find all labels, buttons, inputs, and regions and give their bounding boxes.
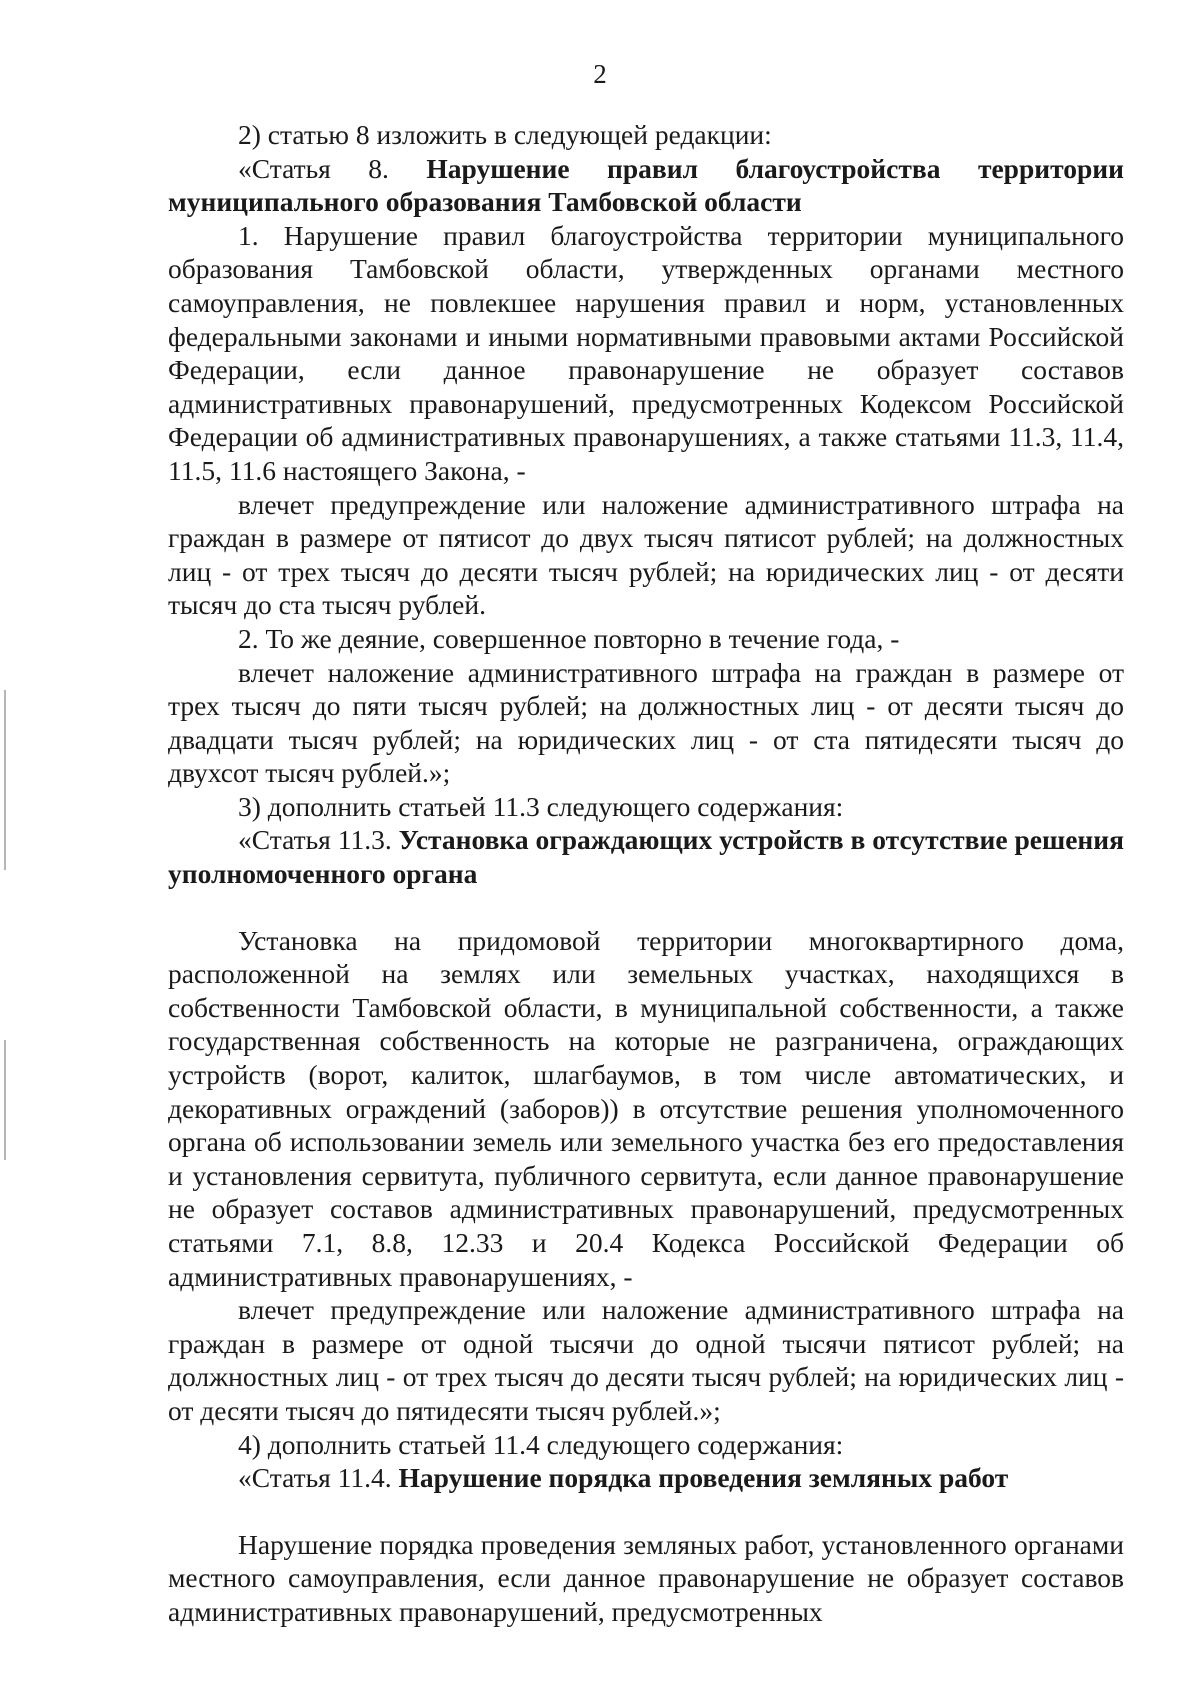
article-11-4-heading [168,1461,1124,1495]
article-11-4-prefix: «Статья 11.4. [238,1462,399,1494]
article-11-3-text: Установка на придомовой территории многоквартирного дома, расположенной на землях или земельных участках, находящихся в собственности Тамбовской области, в муниципальной собственности, а также государственная собственность на которые не разграничена, ограждающих устройств (ворот, калиток, шлагбаумов, в том числе автоматических, и декоративных ограждений (заборов)) в отсутствие решения уполномоченного органа об использовании земель или земельного участка без его предоставления и установления сервитута, публичного сервитута, если данное правонарушение не образует составов административных правонарушений, предусмотренных статьями 7.1, 8.8, 12.33 и 20.4 Кодекса Российской Федерации об административных правонарушениях, - [168,924,1124,1292]
article-8-heading [168,152,1124,219]
article-11-3-title: Установка ограждающих устройств в отсутствие решения уполномоченного органа [168,824,1125,890]
scan-edge-mark [4,690,6,870]
article-8-title: Нарушение правил благоустройства территории муниципального образования Тамбовской области [168,152,1124,218]
article-11-4-text: Нарушение порядка проведения земляных работ, установленного органами местного самоуправления, если данное правонарушение не образует составов административных правонарушений, предусмотренных [168,1528,1124,1627]
item-4-intro: 4) дополнить статьей 11.4 следующего содержания: [238,1428,844,1460]
article-8-part-2-sanction: влечет наложение административного штрафа на граждан в размере от трех тысяч до пяти тысяч рублей; на должностных лиц - от десяти тысяч до двадцати тысяч рублей; на юридических лиц - от ста пятидесяти тысяч до двухсот тысяч рублей.»; [168,656,1124,789]
spacer [168,891,1124,924]
article-11-3-sanction: влечет предупреждение или наложение административного штрафа на граждан в размере от одной тысячи до одной тысячи пятисот рублей; на должностных лиц - от трех тысяч до десяти тысяч рублей; на юридических лиц - от десяти тысяч до пятидесяти тысяч рублей.»; [168,1294,1124,1426]
article-8-part-1: 1. Нарушение правил благоустройства территории муниципального образования Тамбовской области, утвержденных органами местного самоуправления, не повлекшее нарушения правил и норм, установленных федеральными законами и иными нормативными правовыми актами Российской Федерации, если данное правонарушение не образует составов административных правонарушений, предусмотренных Кодексом Российской Федерации об административных правонарушениях, а также статьями 11.3, 11.4, 11.5, 11.6 настоящего Закона, - [168,219,1124,486]
article-11-4-title: Нарушение порядка проведения земляных работ [398,1462,1009,1494]
scan-edge-mark [4,1040,6,1160]
item-3-intro: 3) дополнить статьей 11.3 следующего содержания: [238,790,844,822]
article-8-part-1-sanction: влечет предупреждение или наложение административного штрафа на граждан в размере от пятисот до двух тысяч пятисот рублей; на должностных лиц - от трех тысяч до десяти тысяч рублей; на юридических лиц - от десяти тысяч до ста тысяч рублей. [168,488,1124,621]
document-text [168,118,1124,1629]
page-number: 2 [593,59,607,89]
item-2-intro: 2) статью 8 изложить в следующей редакции: [238,119,772,150]
article-8-part-2: 2. То же деяние, совершенное повторно в течение года, - [238,622,900,654]
article-8-prefix: «Статья 8. [238,152,427,184]
article-11-3-prefix: «Статья 11.3. [238,824,399,856]
article-11-3-heading [168,823,1124,890]
spacer [168,1495,1124,1528]
